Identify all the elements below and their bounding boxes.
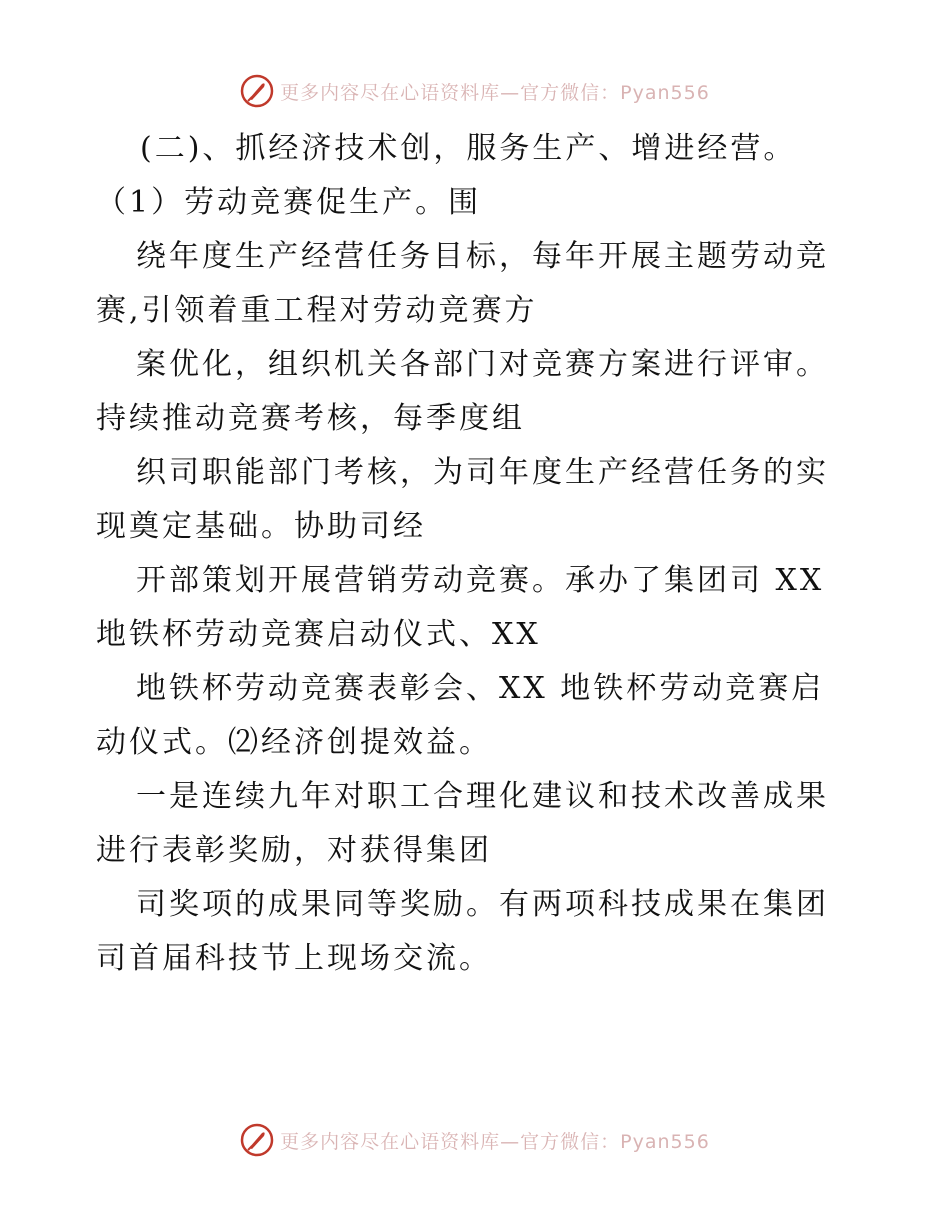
paragraph-line: 司奖项的成果同等奖励。有两项科技成果在集团	[136, 887, 829, 922]
paragraph-line: 地铁杯劳动竞赛表彰会、XX 地铁杯劳动竞赛启	[136, 671, 825, 706]
quill-logo-icon	[240, 74, 274, 108]
watermark-text: 更多内容尽在心语资料库—官方微信：Pyan556	[280, 81, 710, 104]
paragraph-line: 司首届科技节上现场交流。	[96, 941, 492, 976]
header-watermark	[0, 71, 950, 111]
paragraph-line: 开部策划开展营销劳动竞赛。承办了集团司 XX	[136, 563, 825, 598]
paragraph-line: 赛,引领着重工程对劳动竞赛方	[96, 293, 538, 328]
quill-logo-icon	[240, 1123, 274, 1157]
watermark-text: 更多内容尽在心语资料库—官方微信：Pyan556	[280, 1130, 710, 1153]
paragraph-line: 地铁杯劳动竞赛启动仪式、XX	[96, 617, 541, 652]
paragraph-line: 现奠定基础。协助司经	[96, 509, 426, 544]
footer-watermark	[0, 1120, 950, 1160]
paragraph-line: 持续推动竞赛考核，每季度组	[96, 401, 525, 436]
paragraph-line: 案优化，组织机关各部门对竞赛方案进行评审。	[136, 347, 829, 382]
paragraph-line: 动仪式。⑵经济创提效益。	[96, 725, 492, 760]
document-body	[96, 122, 856, 986]
paragraph-line: 一是连续九年对职工合理化建议和技术改善成果	[136, 779, 829, 814]
paragraph-line: （1）劳动竞赛促生产。围	[96, 185, 482, 220]
paragraph-line: 绕年度生产经营任务目标，每年开展主题劳动竞	[136, 239, 829, 274]
paragraph-line: 织司职能部门考核，为司年度生产经营任务的实	[136, 455, 829, 490]
paragraph-line: 进行表彰奖励，对获得集团	[96, 833, 492, 868]
section-heading: (二)、抓经济技术创，服务生产、增进经营。	[140, 131, 797, 166]
